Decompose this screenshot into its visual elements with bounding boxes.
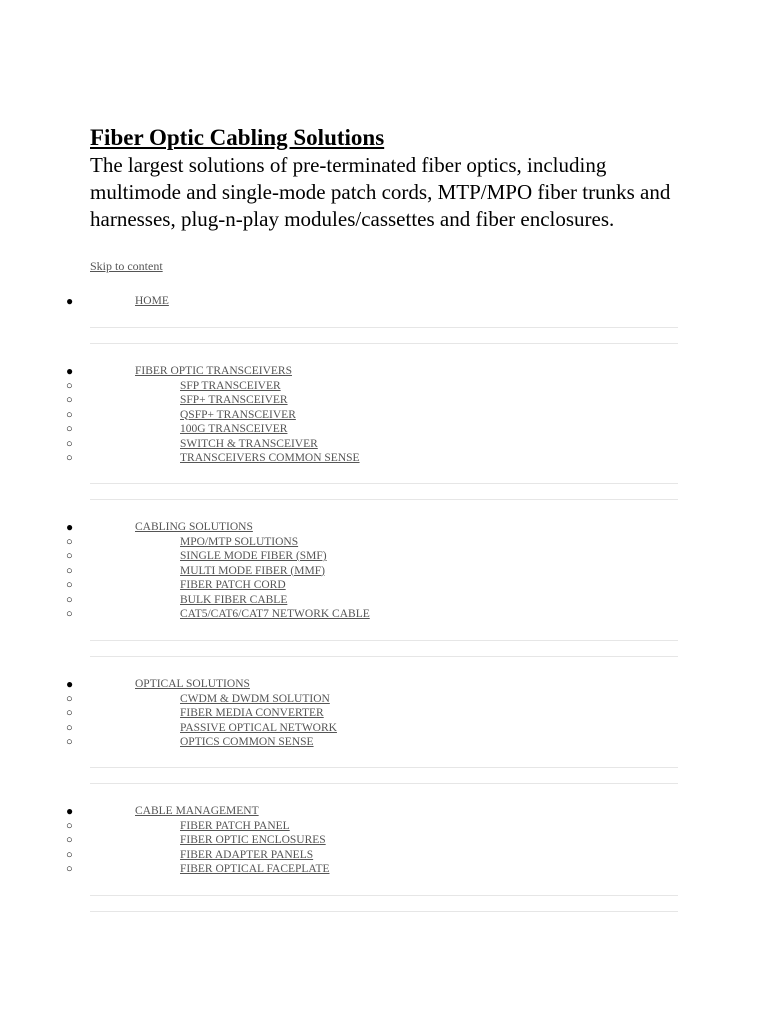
circle-bullet-icon: ○ [66,550,73,562]
submenu-link[interactable]: PASSIVE OPTICAL NETWORK [180,721,337,734]
circle-bullet-icon: ○ [66,535,73,548]
submenu-item [0,379,768,394]
menu-item-optical [0,677,768,692]
submenu-item [0,735,768,750]
submenu-link[interactable]: OPTICS COMMON SENSE [180,736,314,748]
submenu-link[interactable]: SINGLE MODE FIBER (SMF) [180,550,327,562]
submenu-item [0,578,768,593]
menu-item-cable-management [0,804,768,819]
menu-item-cabling [0,520,768,535]
submenu-link[interactable]: CWDM & DWDM SOLUTION [180,692,330,705]
menu-divider [90,327,678,328]
menu-item-transceivers [0,364,768,379]
menu-section-cable-management [0,804,768,877]
submenu-link[interactable]: TRANSCEIVERS COMMON SENSE [180,452,360,464]
menu-divider [90,767,678,768]
circle-bullet-icon: ○ [66,437,73,450]
submenu-link[interactable]: CAT5/CAT6/CAT7 NETWORK CABLE [180,608,370,620]
submenu-link[interactable]: FIBER MEDIA CONVERTER [180,707,324,719]
menu-section-cabling [0,520,768,622]
disc-bullet-icon: ● [66,677,74,691]
submenu-link[interactable]: FIBER OPTICAL FACEPLATE [180,863,330,875]
circle-bullet-icon: ○ [66,394,73,406]
circle-bullet-icon: ○ [66,692,73,705]
menu-divider [90,911,678,912]
submenu-item [0,564,768,579]
circle-bullet-icon: ○ [66,564,73,577]
menu-section-transceivers [0,364,768,466]
circle-bullet-icon: ○ [66,593,73,606]
disc-bullet-icon: ● [66,364,74,378]
submenu-link[interactable]: 100G TRANSCEIVER [180,423,288,435]
submenu-link[interactable]: SFP TRANSCEIVER [180,379,281,392]
circle-bullet-icon: ○ [66,834,73,846]
submenu-link[interactable]: SFP+ TRANSCEIVER [180,394,288,406]
disc-bullet-icon: ● [66,804,74,818]
submenu-item [0,862,768,877]
menu-divider [90,895,678,896]
submenu-link[interactable]: QSFP+ TRANSCEIVER [180,408,296,421]
skip-to-content-link[interactable]: Skip to content [90,259,163,273]
submenu-item [0,721,768,736]
circle-bullet-icon: ○ [66,848,73,861]
menu-section-home [0,294,768,309]
submenu-link[interactable]: MPO/MTP SOLUTIONS [180,535,299,548]
submenu-item [0,549,768,564]
nav-link-home[interactable]: HOME [135,295,169,307]
disc-bullet-icon: ● [66,294,74,308]
menu-divider [90,483,678,484]
submenu-item [0,607,768,622]
menu-divider [90,656,678,657]
circle-bullet-icon: ○ [66,863,73,875]
circle-bullet-icon: ○ [66,721,73,734]
circle-bullet-icon: ○ [66,707,73,719]
circle-bullet-icon: ○ [66,819,73,832]
disc-bullet-icon: ● [66,520,74,534]
menu-section-optical [0,677,768,750]
menu-divider [90,640,678,641]
submenu-item [0,593,768,608]
submenu-item [0,819,768,834]
submenu-link[interactable]: FIBER PATCH CORD [180,579,286,591]
circle-bullet-icon: ○ [66,579,73,591]
submenu-item [0,706,768,721]
submenu-link[interactable]: MULTI MODE FIBER (MMF) [180,564,325,577]
submenu-item [0,437,768,452]
submenu-item [0,692,768,707]
site-header [90,124,690,233]
nav-link-optical[interactable]: OPTICAL SOLUTIONS [135,678,250,690]
nav-link-cabling[interactable]: CABLING SOLUTIONS [135,521,253,533]
submenu-item [0,422,768,437]
submenu-item [0,833,768,848]
circle-bullet-icon: ○ [66,608,73,620]
site-description: The largest solutions of pre-terminated fiber optics, including multimode and single-mode patch cords, MTP/MPO fiber trunks and harnesses, plug-n-play modules/cassettes and fiber enclosures. [90,153,671,231]
submenu-item [0,393,768,408]
menu-divider [90,783,678,784]
circle-bullet-icon: ○ [66,408,73,421]
circle-bullet-icon: ○ [66,423,73,435]
menu-divider [90,343,678,344]
site-title-link[interactable]: Fiber Optic Cabling Solutions [90,125,385,150]
circle-bullet-icon: ○ [66,379,73,392]
menu-item-home [0,294,768,309]
menu-divider [90,499,678,500]
circle-bullet-icon: ○ [66,452,73,464]
submenu-link[interactable]: FIBER PATCH PANEL [180,819,290,832]
submenu-link[interactable]: FIBER ADAPTER PANELS [180,848,314,861]
submenu-item [0,451,768,466]
submenu-link[interactable]: BULK FIBER CABLE [180,593,288,606]
submenu-item [0,408,768,423]
circle-bullet-icon: ○ [66,736,73,748]
submenu-link[interactable]: SWITCH & TRANSCEIVER [180,437,318,450]
submenu-link[interactable]: FIBER OPTIC ENCLOSURES [180,834,326,846]
submenu-item [0,535,768,550]
nav-link-transceivers[interactable]: FIBER OPTIC TRANSCEIVERS [135,365,292,377]
submenu-item [0,848,768,863]
nav-link-cable-management[interactable]: CABLE MANAGEMENT [135,805,259,817]
